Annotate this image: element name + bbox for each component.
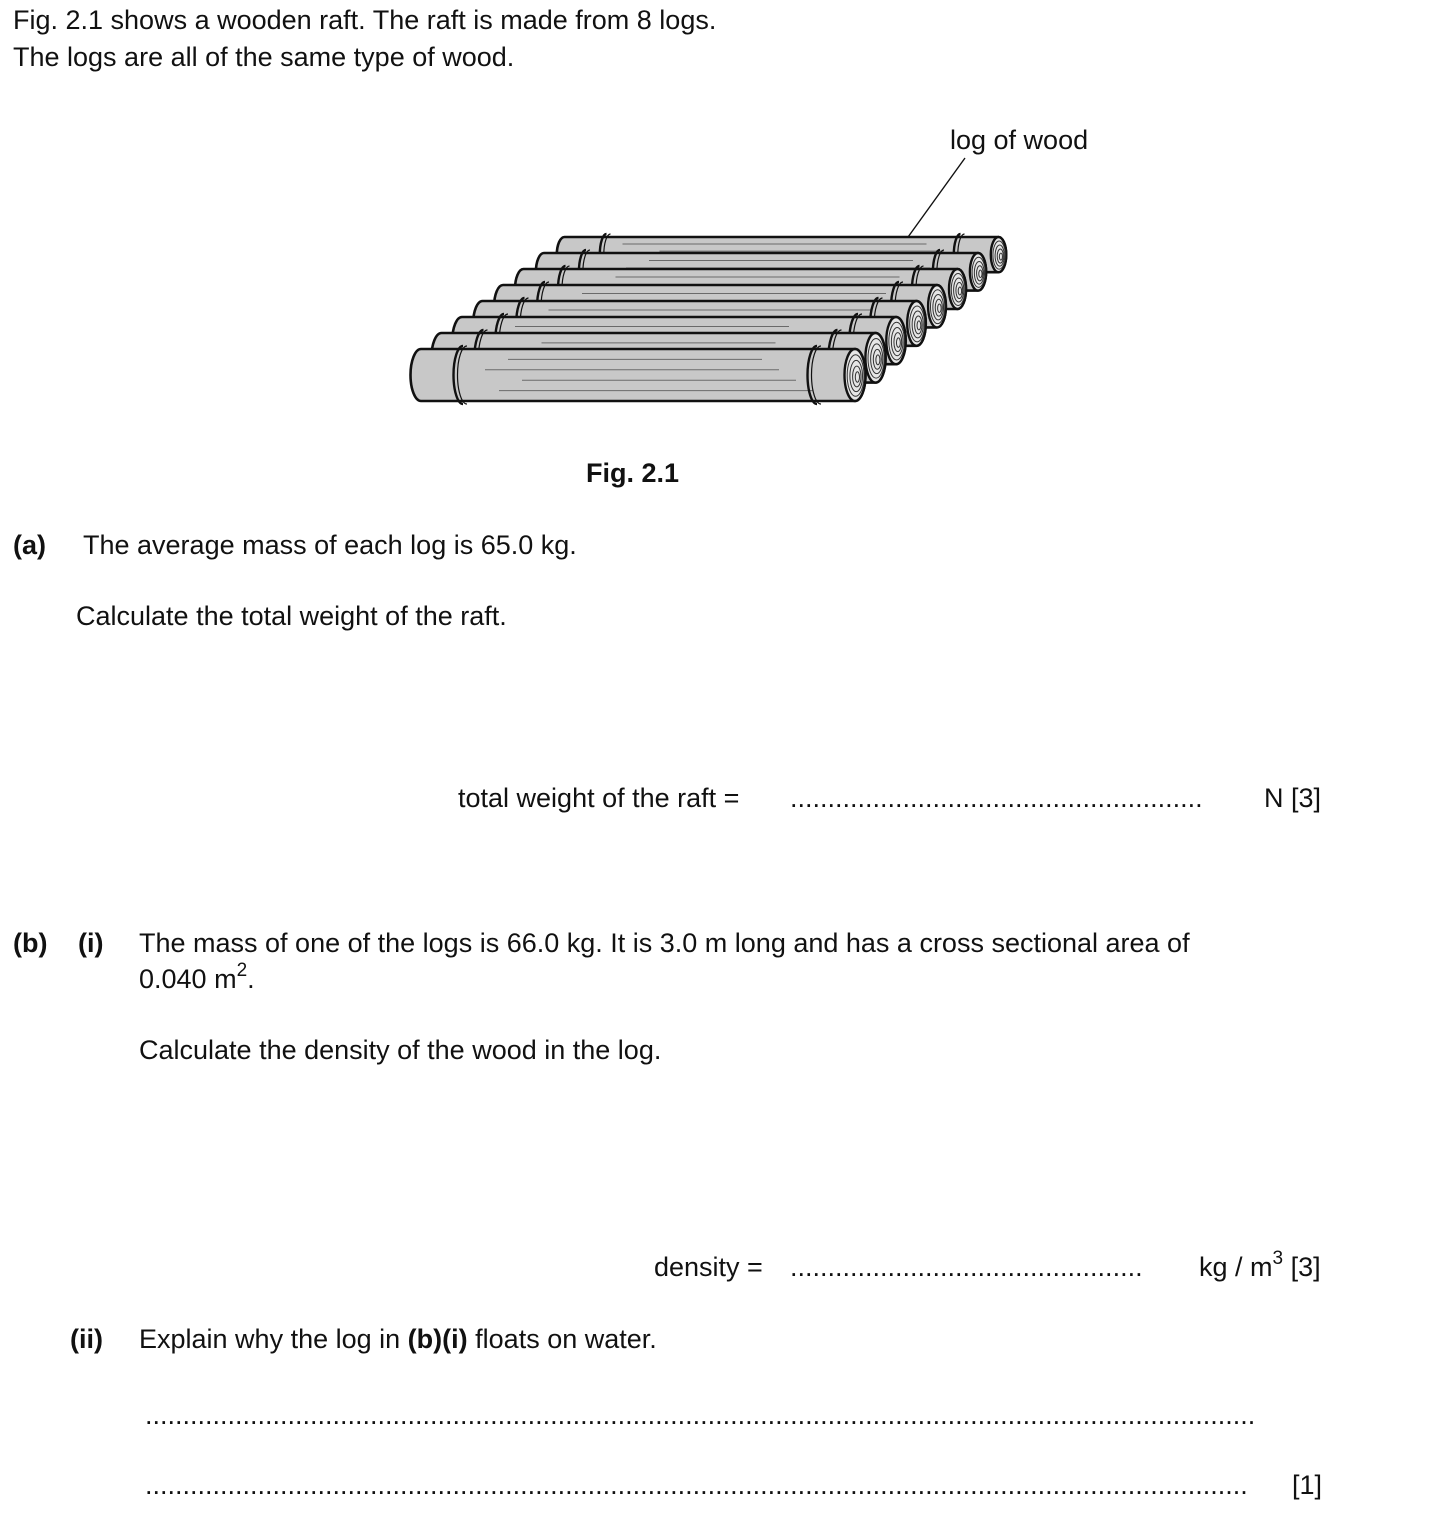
intro-line-2: The logs are all of the same type of wood. (13, 42, 515, 72)
answer-line-density[interactable] (654, 1248, 1330, 1283)
raft-figure (0, 100, 1430, 420)
answer-dots: ................................................................................................................................................... (145, 1470, 1248, 1500)
part-a-marker: (a) (13, 530, 46, 560)
part-b-i-statement-1: The mass of one of the logs is 66.0 kg. It is 3.0 m long and has a cross sectional area of (139, 928, 1190, 958)
figure-label: log of wood (950, 125, 1089, 155)
part-b-i-marker: (i) (78, 928, 104, 958)
answer-dots: ............................................... (790, 1252, 1143, 1282)
density-unit-exp: 3 (1272, 1248, 1284, 1269)
answer-label: total weight of the raft = (458, 783, 740, 813)
marks: [1] (1292, 1470, 1323, 1500)
unit-marks (1199, 1248, 1321, 1283)
figure-caption: Fig. 2.1 (586, 458, 680, 488)
part-b-i-instruction: Calculate the density of the wood in the log. (139, 1035, 662, 1065)
label-leader-line (903, 158, 965, 244)
area-value: 0.040 m (139, 964, 237, 994)
answer-dots: ....................................................... (790, 783, 1203, 813)
unit-marks: N [3] (1264, 783, 1322, 813)
question-start: Explain why the log in (139, 1324, 401, 1354)
question-end: floats on water. (475, 1324, 657, 1354)
part-b-ii-marker: (ii) (70, 1324, 103, 1354)
area-end: . (247, 964, 255, 994)
part-b-marker: (b) (13, 928, 48, 958)
answer-line-total-weight[interactable] (458, 782, 1330, 814)
question-ref: (b)(i) (407, 1324, 468, 1354)
density-unit: kg / m (1199, 1252, 1273, 1282)
part-b-ii-question (139, 1323, 657, 1355)
intro-line-1: Fig. 2.1 shows a wooden raft. The raft is made from 8 logs. (13, 5, 717, 35)
part-a-statement: The average mass of each log is 65.0 kg. (83, 530, 577, 560)
density-marks: [3] (1290, 1252, 1321, 1282)
answer-line-1[interactable]: .................................................................................................................................................... (145, 1400, 1256, 1430)
log (411, 346, 866, 404)
answer-label: density = (654, 1252, 763, 1282)
area-exponent: 2 (236, 960, 248, 981)
part-b-i-statement-2 (139, 960, 255, 995)
part-a-instruction: Calculate the total weight of the raft. (76, 601, 507, 631)
